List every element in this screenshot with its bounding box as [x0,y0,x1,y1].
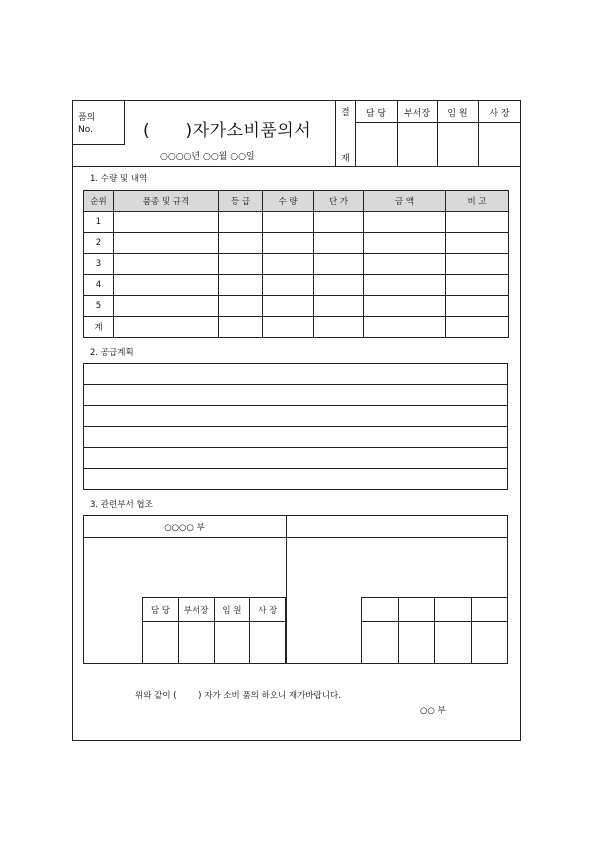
table-row [84,233,509,254]
plan-row [84,406,508,427]
plan-row [84,364,508,385]
row-rank: 5 [84,296,114,317]
table-row [84,296,509,317]
table-row [84,275,509,296]
dept-approver-president: 사 장 [250,598,286,622]
approver-manager: 부서장 [403,109,431,119]
table-total-row [84,317,509,338]
table-row [84,212,509,233]
row-rank: 4 [84,275,114,296]
row-rank: 1 [84,212,114,233]
dept-approval-header [143,598,286,622]
table-header-row [84,191,509,212]
column-header: 비 고 [446,191,509,212]
column-header: 금 액 [364,191,446,212]
approver-executive: 임 원 [447,109,468,119]
section1-heading: 1. 수량 및 내역 [90,174,148,184]
row-total-label: 계 [84,317,114,338]
approval-label-top: 결 [341,108,350,118]
row-rank: 2 [84,233,114,254]
page-title: ( )자가소비품의서 [143,121,312,141]
plan-row [84,385,508,406]
other-approval-table [361,597,508,664]
dept-approver-manager: 부서장 [178,598,214,622]
dept-label: ○○○○ 부 [164,523,205,533]
document-number-no: No. [78,125,93,135]
approver-president: 사 장 [489,109,510,119]
document-date: ○○○○년 ○○월 ○○일 [160,152,255,162]
plan-row [84,469,508,490]
column-header: 등 급 [219,191,263,212]
section2-heading: 2. 공급계획 [90,348,134,358]
other-approval-sign-row [362,622,508,664]
column-header: 품종 및 규격 [114,191,219,212]
column-header: 수 량 [263,191,314,212]
row-rank: 3 [84,254,114,275]
cooperation-header-line [83,537,508,538]
column-header: 단 가 [314,191,364,212]
column-header: 순위 [84,191,114,212]
dept-approval-table [142,597,286,664]
approval-label-bottom: 재 [341,154,350,164]
table-row [84,254,509,275]
approval-divider [335,100,336,166]
footer-signature: ○○ 부 [420,706,446,716]
approval-row-divider [355,122,521,123]
items-table [83,190,509,338]
approver-staff: 담 당 [365,109,387,119]
plan-row [84,448,508,469]
cooperation-split [286,515,287,664]
dept-approval-sign-row [143,622,286,664]
header-separator [72,166,521,167]
dept-approver-staff: 담 당 [143,598,179,622]
footer-statement: 위와 같이 ( ) 자가 소비 품의 하오니 재가바랍니다. [135,691,341,701]
other-approval-header [362,598,508,622]
plan-row [84,427,508,448]
document-number-label: 품의 [78,113,96,123]
dept-approver-executive: 임 원 [214,598,250,622]
section3-heading: 3. 관련부서 협조 [90,500,153,510]
supply-plan-table [83,363,508,490]
